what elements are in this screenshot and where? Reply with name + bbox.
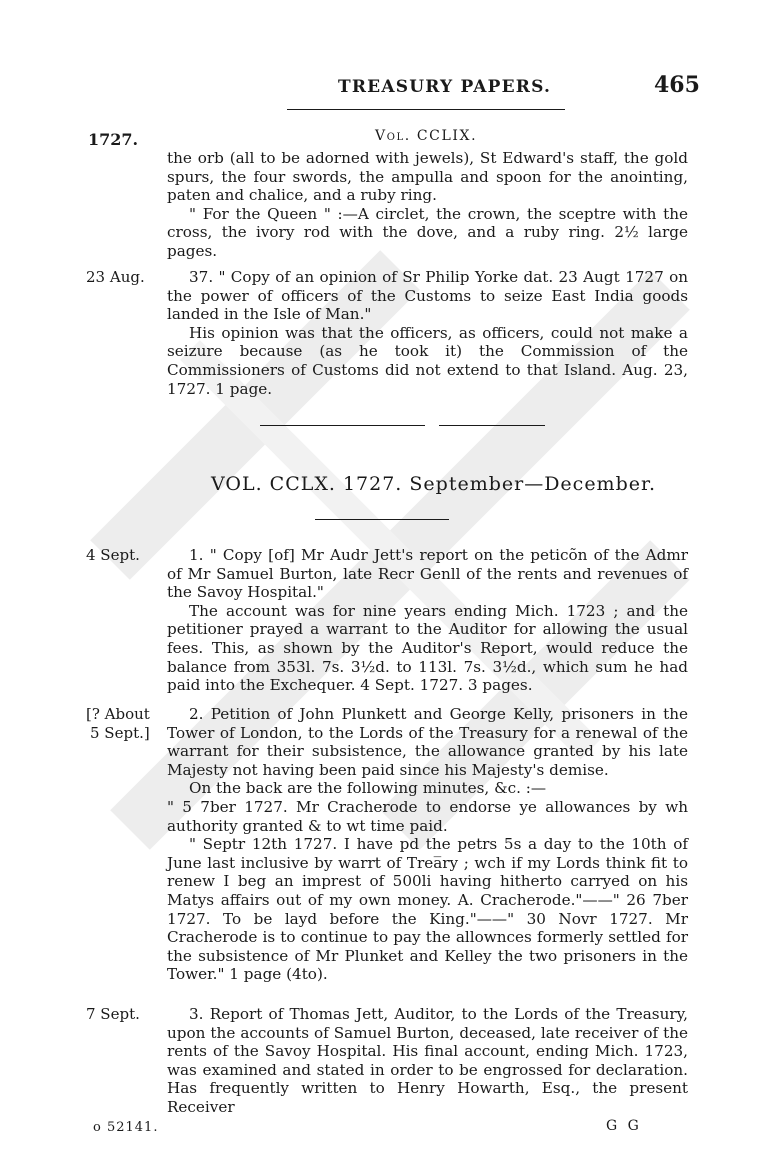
entry-continued-text: the orb (all to be adorned with jewels), St Edward's staff, the gold spurs, the four swords, the ampulla and spoon for the anointing, paten and chalice, and a ruby ring. (167, 149, 688, 205)
entry-2-date (86, 705, 166, 742)
section-heading-rule (315, 519, 449, 520)
entry-2-minute-1: " 5 7ber 1727. Mr Cracherode to endorse ye allowances by wh authority granted & to wt time paid. (167, 797, 688, 835)
entry-2-date-line1: [? About (86, 705, 150, 723)
entry-37-title: 37. " Copy of an opinion of Sr Philip Yorke dat. 23 Augt 1727 on the power of officers of the Customs to seize East India goods landed in the Isle of Man." (167, 268, 688, 324)
entry-1 (167, 546, 688, 695)
entry-1-title: 1. " Copy [of] Mr Audr Jett's report on the peticõn of the Admr of Mr Samuel Burton, late Recr Genll of the rents and revenues of the Savoy Hospital." (167, 546, 688, 602)
entry-3-report: 3. Report of Thomas Jett, Auditor, to the Lords of the Treasury, upon the accounts of Samuel Burton, deceased, late receiver of the rents of the Savoy Hospital. His final account, ending Mich. 1723, was examined and stated in order to be engrossed for declaration. Has frequently written to Henry Howarth, Esq., the present Receiver (167, 1005, 688, 1116)
section-heading: VOL. CCLX. 1727. September—December. (211, 473, 657, 495)
entry-2-minute-2: " Septr 12th 1727. I have pd the petrs 5s a day to the 10th of June last inclusive by warrt of Trea̅ry ; wch if my Lords think fit to renew I beg an imprest of 500li having hitherto carryed on his Matys affairs out of my own money. A. Cracherode."——" 26 7ber 1727. To be layd before the King."——" 30 Novr 1727. Mr Cracherode is to continue to pay the allownces formerly settled for the subsistence of Mr Plunket and Kelley the two prisoners in the Tower." 1 page (4to). (167, 835, 688, 984)
entry-37 (167, 268, 688, 398)
header-rule (287, 109, 565, 110)
year-margin: 1727. (88, 130, 139, 149)
page-number: 465 (654, 72, 700, 98)
entry-continued (167, 149, 688, 261)
entry-3 (167, 1005, 688, 1117)
entry-37-date: 23 Aug. (86, 268, 145, 286)
section-rule-left (260, 425, 425, 426)
volume-heading: Vol. CCLIX. (375, 128, 478, 144)
entry-1-date: 4 Sept. (86, 546, 140, 564)
entry-continued-queen: " For the Queen " :—A circlet, the crown, the sceptre with the cross, the ivory rod with the dove, and a ruby ring. 2½ large pages. (167, 204, 688, 260)
entry-37-summary: His opinion was that the officers, as officers, could not make a seizure because (as he took it) the Commission of the Commissioners of Customs did not extend to that Island. Aug. 23, 1727. 1 page. (167, 323, 688, 398)
printer-signature: o 52141. (93, 1120, 159, 1135)
running-title: TREASURY PAPERS. (338, 77, 552, 97)
entry-3-date: 7 Sept. (86, 1005, 140, 1023)
gathering-signature: G G (606, 1118, 642, 1134)
entry-2-petition: 2. Petition of John Plunkett and George Kelly, prisoners in the Tower of London, to the Lords of the Treasury for a renewal of the warrant for their subsistence, the allowance granted by his late Majesty not having been paid since his Majesty's demise. (167, 705, 688, 779)
entry-2-date-line2: 5 Sept.] (90, 723, 150, 742)
entry-2-minutes-intro: On the back are the following minutes, &c. :— (189, 779, 547, 798)
section-rule-right (439, 425, 545, 426)
entry-1-summary: The account was for nine years ending Mich. 1723 ; and the petitioner prayed a warrant to the Auditor for allowing the usual fees. This, as shown by the Auditor's Report, would reduce the balance from 353l. 7s. 3½d. to 113l. 7s. 3½d., which sum he had paid into the Exchequer. 4 Sept. 1727. 3 pages. (167, 601, 688, 695)
entry-2 (167, 705, 688, 984)
